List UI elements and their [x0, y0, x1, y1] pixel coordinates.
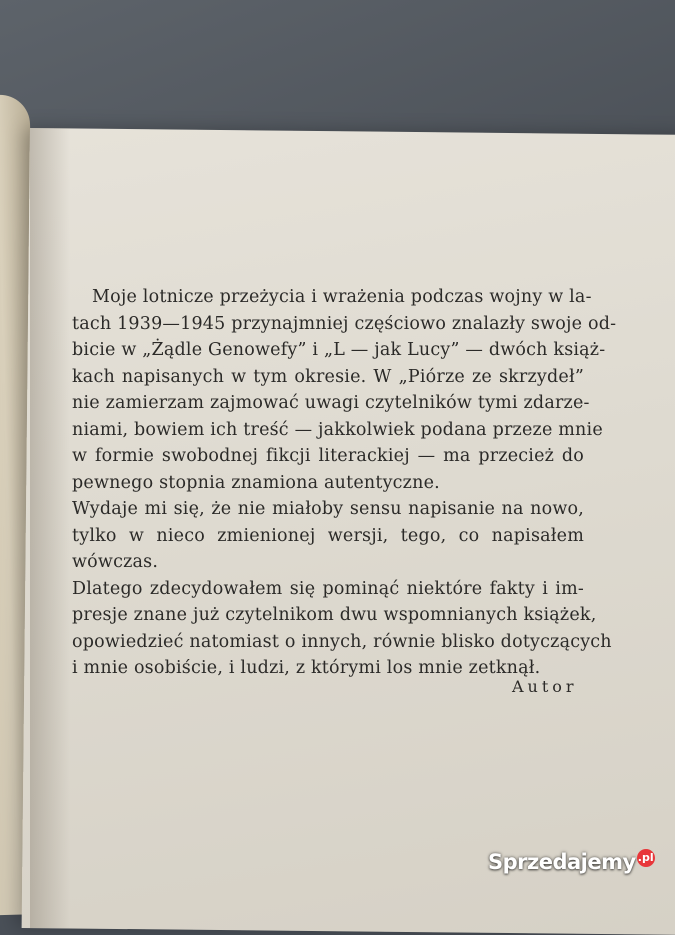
text-line: nie zamierzam zajmować uwagi czytelników tymi zdarze- — [72, 393, 590, 413]
text-line: Dlatego zdecydowałem się pominąć niektóre fakty i im- — [72, 578, 584, 599]
text-line: pewnego stopnia znamiona autentyczne. — [72, 472, 440, 493]
text-line: wówczas. — [72, 552, 159, 572]
author-signature: Autor — [512, 677, 578, 696]
page-gutter-shadow — [30, 128, 70, 928]
text-line: Wydaje mi się, że nie miałoby sensu napisanie na nowo, — [72, 499, 584, 519]
text-line: i mnie osobiście, i ludzi, z którymi los mnie zetknął. — [72, 658, 541, 678]
text-line: opowiedzieć natomiast o innych, równie blisko dotyczących — [72, 631, 612, 652]
book-text — [72, 284, 617, 682]
watermark-logo — [488, 850, 655, 875]
watermark-text: Sprzedajemy — [488, 850, 636, 874]
watermark-suffix: .pl — [637, 849, 655, 867]
text-line: presje znane już czytelnikom dwu wspomnianych książek, — [72, 605, 597, 625]
text-line: tach 1939—1945 przynajmniej częściowo znalazły swoje od- — [72, 313, 617, 334]
text-line: w formie swobodnej fikcji literackiej — ma przecież do — [72, 446, 584, 466]
text-line: tylko w nieco zmienionej wersji, tego, co napisałem — [72, 525, 584, 546]
text-line: Moje lotnicze przeżycia i wrażenia podczas wojny w la- — [92, 287, 592, 307]
text-line: niami, bowiem ich treść — jakkolwiek podana przeze mnie — [72, 419, 603, 440]
text-line: kach napisanych w tym okresie. W „Piórze ze skrzydeł” — [72, 366, 584, 387]
text-line: bicie w „Żądle Genowefy” i „L — jak Lucy” — dwóch książ- — [72, 340, 606, 360]
